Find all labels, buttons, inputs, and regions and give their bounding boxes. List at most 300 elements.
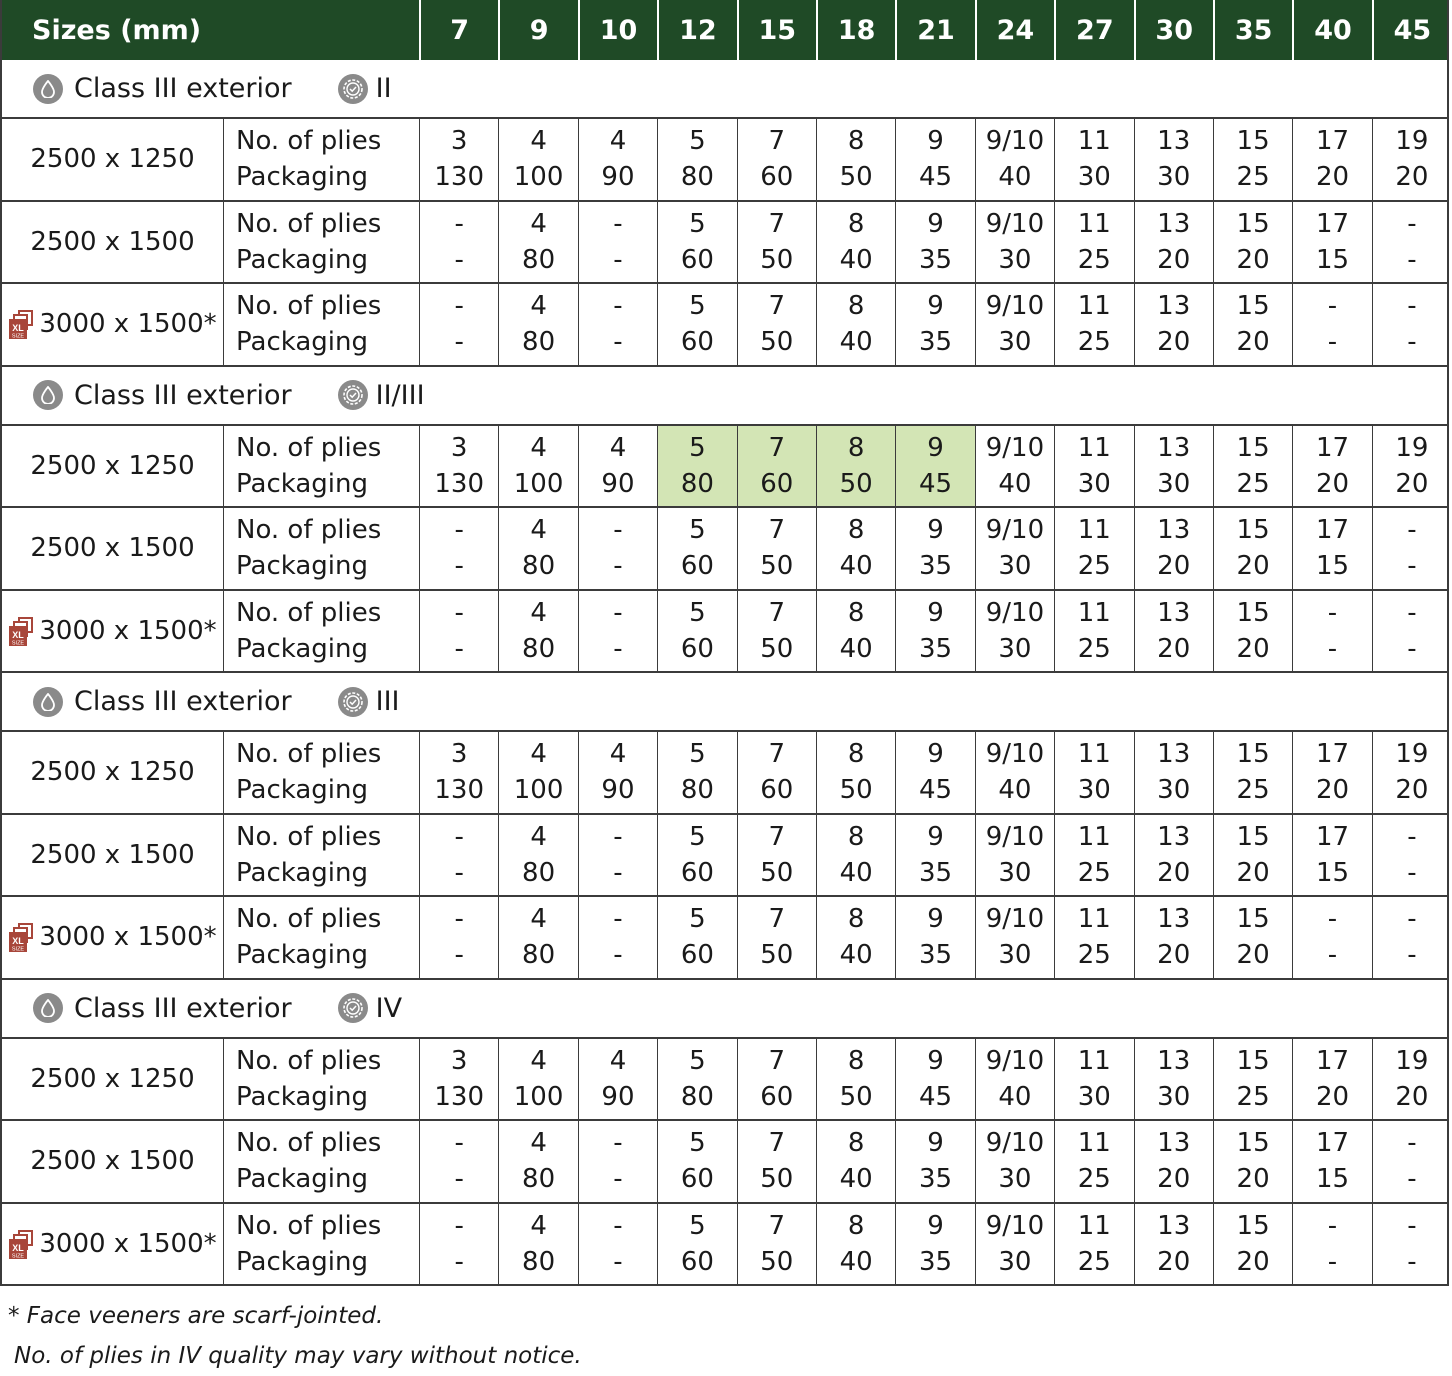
table-cell xyxy=(895,1121,974,1202)
plies-value: - xyxy=(454,597,464,628)
plies-value: 17 xyxy=(1315,126,1350,157)
table-cell xyxy=(1054,815,1133,896)
table-row xyxy=(0,426,1449,509)
packaging-value: 45 xyxy=(918,162,953,193)
plies-value: 9 xyxy=(927,208,944,239)
plies-value: 9 xyxy=(927,904,944,935)
plies-value: - xyxy=(1407,1210,1417,1241)
svg-text:XL: XL xyxy=(12,629,25,640)
plies-value: 7 xyxy=(768,904,786,935)
plies-value: 13 xyxy=(1157,821,1191,852)
packaging-value: 60 xyxy=(680,940,714,971)
plies-value: 17 xyxy=(1315,1128,1350,1159)
plies-value: 15 xyxy=(1236,208,1270,239)
plies-value: 9 xyxy=(927,597,944,628)
plies-value: 11 xyxy=(1077,291,1111,322)
xl-size-icon xyxy=(8,310,34,338)
footnotes xyxy=(8,1296,582,1376)
table-cell xyxy=(1372,284,1451,365)
table-cell xyxy=(578,284,657,365)
plies-value: 5 xyxy=(689,739,706,770)
table-cell xyxy=(498,1121,577,1202)
table-cell xyxy=(975,1204,1054,1285)
table-cell xyxy=(1292,202,1371,283)
plies-value: 11 xyxy=(1077,821,1111,852)
packaging-label: Packaging xyxy=(236,1081,368,1112)
plies-value: 19 xyxy=(1395,432,1429,463)
table-row xyxy=(0,1121,1449,1204)
packaging-value: 60 xyxy=(760,1081,794,1112)
plies-value: 15 xyxy=(1236,597,1270,628)
table-cell xyxy=(895,732,974,813)
packaging-value: - xyxy=(454,244,464,275)
plies-value: 4 xyxy=(530,432,547,463)
packaging-value: 35 xyxy=(918,1164,953,1195)
packaging-value: 20 xyxy=(1315,162,1350,193)
packaging-value: 30 xyxy=(1157,162,1191,193)
packaging-value: 30 xyxy=(1077,1081,1111,1112)
plies-value: 8 xyxy=(847,126,865,157)
table-cell xyxy=(1292,732,1371,813)
packaging-value: 50 xyxy=(839,468,873,499)
packaging-value: - xyxy=(1327,327,1338,358)
table-cell xyxy=(895,815,974,896)
table-cell xyxy=(419,591,498,672)
packaging-value: 100 xyxy=(513,162,564,193)
packaging-value: 30 xyxy=(1077,775,1111,806)
panel-size-label: 2500 x 1250 xyxy=(30,144,195,175)
plies-value: 9 xyxy=(927,515,944,546)
plies-value: 19 xyxy=(1395,1045,1429,1076)
plies-value: 13 xyxy=(1157,126,1191,157)
packaging-value: 50 xyxy=(760,1246,794,1277)
table-cell xyxy=(1292,815,1371,896)
plies-value: 4 xyxy=(530,739,547,770)
table-cell xyxy=(737,1121,816,1202)
table-cell xyxy=(657,284,736,365)
plies-label: No. of plies xyxy=(236,432,382,463)
footnote-plies: No. of plies in IV quality may vary without notice. xyxy=(14,1343,582,1369)
plies-value: 13 xyxy=(1157,291,1191,322)
table-cell xyxy=(737,897,816,978)
packaging-value: 25 xyxy=(1077,244,1111,275)
packaging-value: 40 xyxy=(839,1246,873,1277)
water-drop-icon xyxy=(33,993,63,1023)
table-cell xyxy=(1134,119,1213,200)
plies-label: No. of plies xyxy=(236,597,382,628)
plies-value: 7 xyxy=(768,1045,786,1076)
plies-value: 4 xyxy=(530,1045,547,1076)
table-row xyxy=(0,202,1449,285)
plies-value: 7 xyxy=(768,739,786,770)
table-cell xyxy=(1134,591,1213,672)
plies-value: 17 xyxy=(1315,515,1350,546)
water-drop-icon xyxy=(33,380,63,410)
table-cell xyxy=(498,897,577,978)
plies-value: 9 xyxy=(927,1210,944,1241)
row-type-labels xyxy=(223,897,419,978)
table-cell xyxy=(498,1204,577,1285)
plies-value: 15 xyxy=(1236,739,1270,770)
plies-value: 4 xyxy=(530,821,547,852)
packaging-value: 50 xyxy=(760,857,794,888)
packaging-value: 60 xyxy=(680,551,714,582)
plies-label: No. of plies xyxy=(236,208,382,239)
packaging-value: 50 xyxy=(760,327,794,358)
svg-text:SIZE: SIZE xyxy=(12,640,25,647)
packaging-value: 100 xyxy=(513,468,564,499)
row-type-labels xyxy=(223,815,419,896)
table-cell xyxy=(816,1121,895,1202)
packaging-value: 40 xyxy=(998,775,1032,806)
plies-value: - xyxy=(613,821,623,852)
packaging-value: 25 xyxy=(1236,775,1270,806)
table-cell xyxy=(895,1039,974,1120)
panel-size xyxy=(2,119,223,200)
packaging-value: 130 xyxy=(434,1081,485,1112)
sizes-header: Sizes (mm) xyxy=(32,14,202,46)
table-cell xyxy=(1134,1121,1213,1202)
table-cell xyxy=(1292,1204,1371,1285)
table-header xyxy=(0,0,1449,60)
plies-value: 11 xyxy=(1077,208,1111,239)
plies-value: 4 xyxy=(530,515,547,546)
plies-value: 9 xyxy=(927,126,944,157)
packaging-value: 20 xyxy=(1315,468,1350,499)
packaging-value: 50 xyxy=(760,633,794,664)
packaging-value: - xyxy=(1407,857,1417,888)
packaging-value: 60 xyxy=(680,327,714,358)
quality-seal-icon xyxy=(338,74,368,104)
table-cell xyxy=(1292,1121,1371,1202)
plies-label: No. of plies xyxy=(236,126,382,157)
packaging-value: 80 xyxy=(680,1081,714,1112)
table-row xyxy=(0,508,1449,591)
table-cell xyxy=(1292,1039,1371,1120)
table-cell xyxy=(578,591,657,672)
table-cell xyxy=(419,508,498,589)
table-cell xyxy=(1372,1039,1451,1120)
table-cell xyxy=(578,732,657,813)
table-cell xyxy=(1213,284,1292,365)
packaging-value: - xyxy=(1407,633,1417,664)
plies-value: 8 xyxy=(847,515,865,546)
packaging-value: 35 xyxy=(918,327,953,358)
table-row xyxy=(0,815,1449,898)
plies-value: 13 xyxy=(1157,432,1191,463)
packaging-value: 40 xyxy=(998,468,1032,499)
plies-value: 9/10 xyxy=(985,432,1045,463)
packaging-value: 60 xyxy=(760,162,794,193)
table-cell xyxy=(895,426,974,507)
plies-label: No. of plies xyxy=(236,1128,382,1159)
table-row xyxy=(0,591,1449,674)
plies-value: 11 xyxy=(1077,1210,1111,1241)
row-type-labels xyxy=(223,1121,419,1202)
table-cell xyxy=(1213,1121,1292,1202)
plies-value: 7 xyxy=(768,515,786,546)
table-cell xyxy=(1213,1039,1292,1120)
packaging-value: 20 xyxy=(1395,162,1429,193)
table-cell xyxy=(1372,815,1451,896)
packaging-value: 20 xyxy=(1315,775,1350,806)
plies-value: 7 xyxy=(768,291,786,322)
table-cell xyxy=(1054,1204,1133,1285)
plies-value: - xyxy=(613,208,623,239)
table-cell xyxy=(1372,897,1451,978)
table-cell xyxy=(657,1121,736,1202)
plies-value: - xyxy=(613,1128,623,1159)
packaging-value: 60 xyxy=(760,468,794,499)
table-cell xyxy=(419,426,498,507)
class-label: Class III exterior xyxy=(74,992,292,1024)
packaging-value: - xyxy=(454,1164,464,1195)
plies-value: 8 xyxy=(847,291,865,322)
table-cell xyxy=(1054,119,1133,200)
plies-value: 4 xyxy=(530,208,547,239)
table-cell xyxy=(737,119,816,200)
water-drop-icon xyxy=(33,687,63,717)
plies-value: 9/10 xyxy=(985,1210,1045,1241)
plies-label: No. of plies xyxy=(236,821,382,852)
table-cell xyxy=(816,508,895,589)
plies-value: 7 xyxy=(768,1128,786,1159)
packaging-value: 30 xyxy=(998,1246,1032,1277)
table-cell xyxy=(498,119,577,200)
packaging-label: Packaging xyxy=(236,244,368,275)
plies-value: 5 xyxy=(689,1210,706,1241)
packaging-value: - xyxy=(613,857,623,888)
plies-value: 9 xyxy=(927,821,944,852)
packaging-value: 45 xyxy=(918,775,953,806)
packaging-value: 60 xyxy=(680,1246,714,1277)
table-cell xyxy=(1054,202,1133,283)
packaging-value: - xyxy=(1407,940,1417,971)
table-cell xyxy=(1054,426,1133,507)
plies-value: 9/10 xyxy=(985,208,1045,239)
packaging-value: 35 xyxy=(918,633,953,664)
table-cell xyxy=(1054,508,1133,589)
plies-value: - xyxy=(1327,904,1338,935)
plies-value: 7 xyxy=(768,1210,786,1241)
packaging-value: 20 xyxy=(1157,633,1191,664)
plies-value: 3 xyxy=(450,739,468,770)
packaging-value: 30 xyxy=(998,633,1032,664)
table-cell xyxy=(1372,1204,1451,1285)
row-type-labels xyxy=(223,1039,419,1120)
plies-value: 11 xyxy=(1077,432,1111,463)
packaging-value: 25 xyxy=(1077,551,1111,582)
plies-value: 5 xyxy=(689,432,706,463)
packaging-value: 15 xyxy=(1315,1164,1350,1195)
table-cell xyxy=(498,591,577,672)
table-cell xyxy=(1134,426,1213,507)
table-row xyxy=(0,732,1449,815)
plies-value: 13 xyxy=(1157,904,1191,935)
plies-value: - xyxy=(1327,597,1338,628)
plies-value: 11 xyxy=(1077,1045,1111,1076)
plies-value: 11 xyxy=(1077,739,1111,770)
panel-size xyxy=(2,202,223,283)
plies-value: 15 xyxy=(1236,904,1270,935)
packaging-value: 80 xyxy=(680,775,714,806)
xl-size-icon xyxy=(8,923,34,951)
table-cell xyxy=(1213,119,1292,200)
table-cell xyxy=(657,815,736,896)
table-row xyxy=(0,1204,1449,1287)
packaging-value: 20 xyxy=(1236,1164,1270,1195)
packaging-value: 20 xyxy=(1157,940,1191,971)
plies-value: 4 xyxy=(530,904,547,935)
packaging-value: 90 xyxy=(601,468,635,499)
table-cell xyxy=(498,815,577,896)
table-cell xyxy=(419,1204,498,1285)
table-cell xyxy=(578,1204,657,1285)
packaging-value: 80 xyxy=(522,327,556,358)
table-cell xyxy=(737,426,816,507)
packaging-value: - xyxy=(1407,244,1417,275)
plies-value: 5 xyxy=(689,126,706,157)
table-cell xyxy=(816,897,895,978)
panel-size-label: 2500 x 1250 xyxy=(30,450,195,481)
plies-value: 13 xyxy=(1157,515,1191,546)
plies-value: 5 xyxy=(689,291,706,322)
row-type-labels xyxy=(223,202,419,283)
plies-label: No. of plies xyxy=(236,1045,382,1076)
plies-value: 9/10 xyxy=(985,904,1045,935)
plies-value: 5 xyxy=(689,1045,706,1076)
packaging-value: 90 xyxy=(601,162,635,193)
panel-size xyxy=(2,732,223,813)
packaging-label: Packaging xyxy=(236,940,368,971)
packaging-value: 130 xyxy=(434,162,485,193)
table-cell xyxy=(1372,202,1451,283)
packaging-label: Packaging xyxy=(236,162,368,193)
table-row xyxy=(0,284,1449,367)
thickness-header: 18 xyxy=(816,0,895,60)
table-cell xyxy=(498,426,577,507)
table-cell xyxy=(578,202,657,283)
packaging-value: 20 xyxy=(1395,468,1429,499)
footnote-scarf: * Face veeners are scarf-jointed. xyxy=(8,1303,384,1329)
plies-value: 17 xyxy=(1315,821,1350,852)
table-row xyxy=(0,1039,1449,1122)
row-type-labels xyxy=(223,426,419,507)
plies-value: - xyxy=(613,515,623,546)
plies-value: 11 xyxy=(1077,904,1111,935)
plies-value: 13 xyxy=(1157,208,1191,239)
packaging-value: 40 xyxy=(998,1081,1032,1112)
table-cell xyxy=(419,815,498,896)
class-section-header xyxy=(0,980,1449,1039)
plies-label: No. of plies xyxy=(236,739,382,770)
table-cell xyxy=(737,508,816,589)
packaging-value: 20 xyxy=(1157,1246,1191,1277)
plies-value: 11 xyxy=(1077,597,1111,628)
table-cell xyxy=(737,815,816,896)
packaging-value: - xyxy=(613,1164,623,1195)
plies-value: 9/10 xyxy=(985,291,1045,322)
table-cell xyxy=(1054,284,1133,365)
packaging-value: - xyxy=(1327,633,1338,664)
plies-label: No. of plies xyxy=(236,1210,382,1241)
packaging-value: 30 xyxy=(1157,1081,1191,1112)
plies-value: 4 xyxy=(609,739,627,770)
packaging-value: 80 xyxy=(522,857,556,888)
packaging-value: - xyxy=(613,551,623,582)
plies-value: - xyxy=(454,1210,464,1241)
plies-value: 15 xyxy=(1236,821,1270,852)
plies-value: 3 xyxy=(450,1045,468,1076)
class-label: Class III exterior xyxy=(74,73,292,104)
panel-size xyxy=(2,1204,223,1285)
packaging-value: 20 xyxy=(1157,551,1191,582)
packaging-value: 25 xyxy=(1236,468,1270,499)
table-cell xyxy=(498,1039,577,1120)
packaging-value: 20 xyxy=(1157,327,1191,358)
panel-size-label: 2500 x 1500 xyxy=(30,839,195,870)
packaging-value: 20 xyxy=(1157,244,1191,275)
table-cell xyxy=(419,1039,498,1120)
packaging-value: 30 xyxy=(998,940,1032,971)
packaging-label: Packaging xyxy=(236,551,368,582)
table-cell xyxy=(657,119,736,200)
plies-value: 9/10 xyxy=(985,515,1045,546)
plies-value: 9/10 xyxy=(985,739,1045,770)
plies-value: 15 xyxy=(1236,1045,1270,1076)
panel-size-label: 2500 x 1500 xyxy=(30,533,195,564)
plies-value: 7 xyxy=(768,597,786,628)
class-section-header xyxy=(0,60,1449,119)
panel-size xyxy=(2,508,223,589)
plies-value: 8 xyxy=(847,904,865,935)
table-cell xyxy=(737,202,816,283)
plies-value: 7 xyxy=(768,821,786,852)
packaging-value: 25 xyxy=(1077,857,1111,888)
plies-value: 3 xyxy=(450,126,468,157)
packaging-value: 35 xyxy=(918,940,953,971)
table-cell xyxy=(737,284,816,365)
packaging-value: 50 xyxy=(760,940,794,971)
plies-value: 5 xyxy=(689,821,706,852)
table-cell xyxy=(657,1039,736,1120)
packaging-value: 50 xyxy=(839,162,873,193)
packaging-value: 40 xyxy=(839,633,873,664)
plies-value: 15 xyxy=(1236,126,1270,157)
packaging-value: - xyxy=(613,327,623,358)
packaging-value: 15 xyxy=(1315,244,1350,275)
packaging-value: 80 xyxy=(522,940,556,971)
table-cell xyxy=(1054,1121,1133,1202)
table-cell xyxy=(1134,1204,1213,1285)
table-cell xyxy=(1134,508,1213,589)
table-cell xyxy=(1292,284,1371,365)
packaging-value: 25 xyxy=(1236,1081,1270,1112)
row-type-labels xyxy=(223,1204,419,1285)
panel-size xyxy=(2,815,223,896)
table-cell xyxy=(975,1121,1054,1202)
table-cell xyxy=(895,897,974,978)
panel-size-label: 3000 x 1500* xyxy=(39,309,217,340)
packaging-value: 30 xyxy=(998,857,1032,888)
quality-seal-icon xyxy=(338,380,368,410)
table-cell xyxy=(1372,591,1451,672)
packaging-value: 60 xyxy=(680,633,714,664)
svg-text:SIZE: SIZE xyxy=(12,946,25,953)
plies-value: 9/10 xyxy=(985,1045,1045,1076)
packaging-value: 130 xyxy=(434,775,485,806)
panel-size-label: 2500 x 1500 xyxy=(30,1146,195,1177)
